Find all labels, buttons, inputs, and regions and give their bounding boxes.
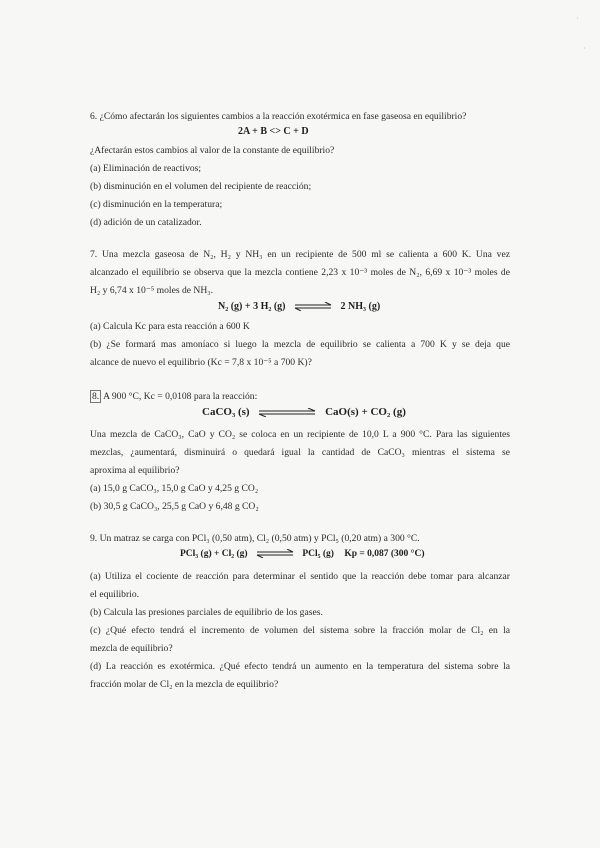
q6-item-a: (a) Eliminación de reactivos;	[90, 163, 202, 174]
equilibrium-arrow-icon	[294, 302, 332, 311]
q7-part-b-1: (b) ¿Se formará mas amoníaco si luego la mezcla de equilibrio se calienta a 700 K y se deja que	[90, 339, 510, 350]
q7-equation	[218, 301, 380, 312]
q6-item-c: (c) disminución en la temperatura;	[90, 199, 223, 210]
q9-eq-left: PCl₃ (g) + Cl₂ (g)	[180, 549, 248, 559]
q9-stem: 9. Un matraz se carga con PCl₃ (0,50 atm), Cl₂ (0,50 atm) y PCl₅ (0,20 atm) a 300 °C.	[90, 533, 420, 544]
q8-eq-right: CaO(s) + CO₂ (g)	[325, 406, 406, 418]
q7-part-b-2: alcance de nuevo el equilibrio (Kc = 7,8 x 10⁻⁵ a 700 K)?	[90, 357, 312, 368]
q9-part-d-1: (d) La reacción es exotérmica. ¿Qué efecto tendrá un aumento en la temperatura del sistema sobre la	[90, 661, 510, 672]
q9-part-a-2: el equilibrio.	[90, 589, 140, 600]
q6-reaction: 2A + B <> C + D	[238, 126, 309, 137]
q9-equation	[180, 549, 425, 559]
q6-item-d: (d) adición de un catalizador.	[90, 217, 202, 228]
q6-item-b: (b) disminución en el volumen del recipiente de reacción;	[90, 181, 312, 192]
q9-part-d-2: fracción molar de Cl₂ en la mezcla de equilibrio?	[90, 679, 279, 690]
q9-eq-right: PCl₅ (g)	[302, 549, 334, 559]
q9-part-a-1: (a) Utiliza el cociente de reacción para determinar el sentido que la reacción debe tomar para alcanzar	[90, 571, 510, 582]
q7-line-2: alcanzado el equilibrio se observa que la mezcla contiene 2,23 x 10⁻³ moles de N₂, 6,69 x 10⁻³ moles de	[90, 267, 510, 278]
q7-line-3: H₂ y 6,74 x 10⁻⁵ moles de NH₃.	[90, 285, 214, 296]
q6-stem: 6. ¿Cómo afectarán los siguientes cambios a la reacción exotérmica en fase gaseosa en equilibrio?	[90, 111, 467, 122]
q7-eq-left: N₂ (g) + 3 H₂ (g)	[218, 301, 286, 312]
q9-part-c-1: (c) ¿Qué efecto tendrá el incremento de volumen del sistema sobre la fracción molar de Cl₂ en la	[90, 625, 510, 636]
q8-line-2: mezclas, ¿aumentará, disminuirá o quedará igual la cantidad de CaCO₃ mientras el sistema se	[90, 447, 510, 458]
q7-eq-right: 2 NH₃ (g)	[340, 301, 381, 312]
q9-part-b: (b) Calcula las presiones parciales de equilibrio de los gases.	[90, 607, 323, 618]
q9-eq-k: Kp = 0,087 (300 °C)	[344, 549, 425, 559]
q8-stem-line	[90, 390, 510, 403]
q8-eq-left: CaCO₃ (s)	[202, 406, 250, 418]
q8-line-1: Una mezcla de CaCO₃, CaO y CO₂ se coloca en un recipiente de 10,0 L a 900 °C. Para las siguientes	[90, 429, 510, 440]
scan-speck: ·	[583, 44, 586, 53]
q8-equation	[202, 406, 406, 418]
equilibrium-arrow-icon	[256, 549, 294, 558]
q8-line-3: aproxima al equilibrio?	[90, 465, 180, 476]
q8-stem: A 900 °C, Kc = 0,0108 para la reacción:	[101, 391, 258, 402]
q6-ask: ¿Afectarán estos cambios al valor de la constante de equilibrio?	[90, 145, 335, 156]
q8-part-a: (a) 15,0 g CaCO₃, 15,0 g CaO y 4,25 g CO₂	[90, 483, 259, 494]
q9-part-c-2: mezcla de equilibrio?	[90, 643, 173, 654]
scan-speck: ·	[576, 14, 579, 23]
equilibrium-arrow-icon	[258, 408, 316, 417]
q8-part-b: (b) 30,5 g CaCO₃, 25,5 g CaO y 6,48 g CO₂	[90, 501, 259, 512]
q8-number: 8.	[92, 391, 100, 402]
q7-part-a: (a) Calcula Kc para esta reacción a 600 K	[90, 321, 250, 332]
q7-line-1: 7. Una mezcla gaseosa de N₂, H₂ y NH₃ en un recipiente de 500 ml se calienta a 600 K. Una vez	[90, 249, 510, 260]
